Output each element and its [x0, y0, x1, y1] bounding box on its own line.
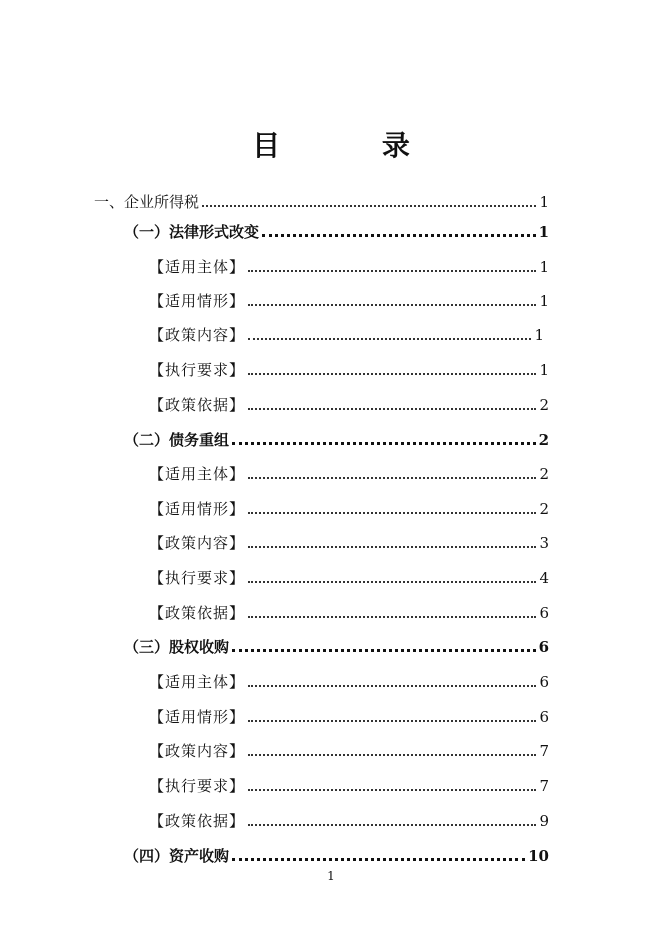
toc-entry-page: 9 [539, 812, 549, 830]
toc-entry-label: 【执行要求】 [149, 777, 246, 795]
toc-entry-page: 7 [539, 742, 549, 760]
toc-entry-page: 1 [539, 193, 549, 211]
toc-entry-label: 【适用主体】 [149, 465, 246, 483]
toc-entry-label: 【政策依据】 [149, 812, 246, 830]
toc-entry[interactable] [149, 772, 549, 796]
toc-entry-page: 1 [534, 326, 544, 344]
toc-entry-page: 2 [538, 431, 549, 449]
toc-leader-dots [248, 685, 536, 687]
toc-entry-page: 6 [539, 673, 549, 691]
toc-entry-label: （一）法律形式改变 [124, 223, 260, 241]
toc-entry-label: 【政策依据】 [149, 396, 246, 414]
toc-leader-dots [248, 754, 536, 756]
toc-leader-dots [248, 408, 536, 410]
toc-entry-page: 6 [539, 708, 549, 726]
toc-entry-label: 【执行要求】 [149, 361, 246, 379]
toc-entry[interactable] [149, 321, 544, 345]
toc-entry[interactable] [149, 460, 549, 484]
page-number: 1 [327, 869, 335, 883]
toc-entry-label: 【政策内容】 [149, 534, 246, 552]
toc-entry[interactable] [94, 188, 549, 212]
toc-entry[interactable] [124, 426, 549, 450]
toc-entry[interactable] [149, 564, 549, 588]
toc-leader-dots [232, 858, 525, 861]
toc-leader-dots [202, 205, 536, 207]
toc-entry[interactable] [124, 842, 549, 866]
toc-leader-dots [248, 338, 531, 340]
toc-entry[interactable] [124, 633, 549, 657]
toc-leader-dots [248, 477, 536, 479]
toc-entry-label: 一、企业所得税 [94, 193, 200, 211]
toc-entry-page: 1 [539, 361, 549, 379]
toc-entry-label: 【适用情形】 [149, 500, 246, 518]
toc-entry-page: 7 [539, 777, 549, 795]
page-title: 目 录 [252, 129, 456, 162]
toc-entry[interactable] [149, 253, 549, 277]
toc-entry[interactable] [124, 218, 549, 242]
toc-leader-dots [248, 789, 536, 791]
toc-entry-page: 2 [539, 396, 549, 414]
toc-leader-dots [232, 442, 536, 445]
toc-leader-dots [248, 546, 536, 548]
toc-leader-dots [248, 373, 536, 375]
toc-leader-dots [248, 581, 536, 583]
toc-entry-page: 3 [539, 534, 549, 552]
toc-entry[interactable] [149, 391, 549, 415]
toc-entry-page: 1 [539, 292, 549, 310]
toc-entry-page: 2 [539, 465, 549, 483]
toc-leader-dots [248, 824, 536, 826]
toc-leader-dots [262, 234, 536, 237]
toc-entry-label: 【执行要求】 [149, 569, 246, 587]
toc-entry-label: 【政策内容】 [149, 326, 246, 344]
toc-entry[interactable] [149, 668, 549, 692]
toc-leader-dots [248, 616, 536, 618]
toc-entry-page: 6 [539, 604, 549, 622]
toc-entry-page: 6 [538, 638, 549, 656]
toc-entry[interactable] [149, 737, 549, 761]
toc-entry-label: （三）股权收购 [124, 638, 230, 656]
toc-entry[interactable] [149, 495, 549, 519]
toc-entry-page: 10 [528, 847, 549, 865]
toc-entry[interactable] [149, 529, 549, 553]
toc-leader-dots [248, 720, 536, 722]
toc-entry[interactable] [149, 356, 549, 380]
toc-entry-page: 1 [539, 258, 549, 276]
toc-entry-page: 2 [539, 500, 549, 518]
toc-entry-label: 【适用情形】 [149, 292, 246, 310]
toc-entry-label: （四）资产收购 [124, 847, 230, 865]
toc-entry-label: 【政策内容】 [149, 742, 246, 760]
toc-leader-dots [248, 304, 536, 306]
toc-leader-dots [248, 512, 536, 514]
toc-entry-page: 4 [539, 569, 549, 587]
toc-entry-page: 1 [538, 223, 549, 241]
toc-entry[interactable] [149, 703, 549, 727]
toc-entry[interactable] [149, 599, 549, 623]
toc-entry-label: 【适用主体】 [149, 258, 246, 276]
toc-entry[interactable] [149, 807, 549, 831]
toc-leader-dots [232, 649, 536, 652]
toc-leader-dots [248, 270, 536, 272]
toc-entry-label: （二）债务重组 [124, 431, 230, 449]
toc-entry-label: 【适用情形】 [149, 708, 246, 726]
toc-entry-label: 【适用主体】 [149, 673, 246, 691]
toc-entry-label: 【政策依据】 [149, 604, 246, 622]
toc-entry[interactable] [149, 287, 549, 311]
